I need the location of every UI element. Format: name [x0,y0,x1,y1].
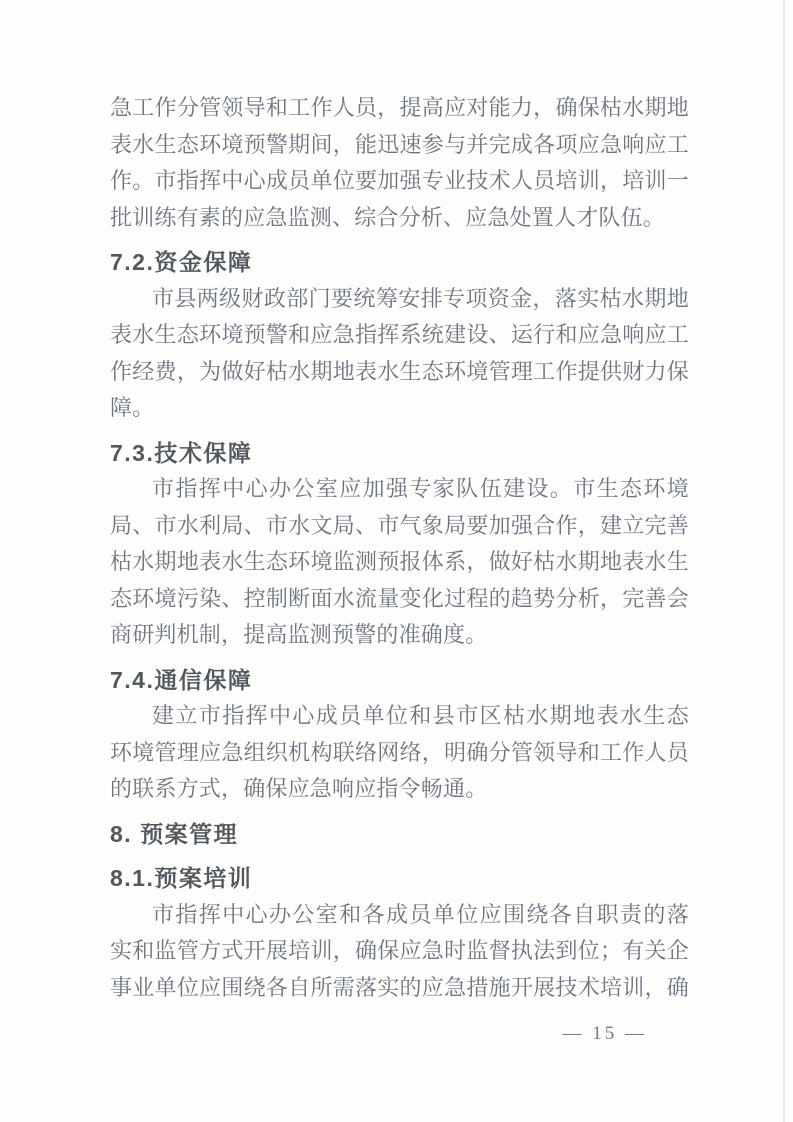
text-line: 实和监管方式开展培训，确保应急时监督执法到位；有关企 [110,938,689,963]
para-technical-guarantee [110,471,689,654]
text-line: 市指挥中心办公室应加强专家队伍建设。市生态环境 [152,476,689,501]
text-line: 障。 [110,395,155,420]
para-emergency-staff-training [110,90,689,236]
heading-8-plan-management: 8. 预案管理 [110,820,239,847]
text-line: 急工作分管领导和工作人员，提高应对能力，确保枯水期地 [110,95,689,120]
text-line: 商研判机制，提高监测预警的准确度。 [110,622,488,647]
text-line: 枯水期地表水生态环境监测预报体系，做好枯水期地表水生 [110,549,689,574]
page-content [110,90,689,1006]
text-line: 环境管理应急组织机构联络网络，明确分管领导和工作人员 [110,739,689,765]
page-number: — 15 — [562,1023,647,1044]
page-footer [563,1022,648,1046]
text-line: 作。市指挥中心成员单位要加强专业技术人员培训，培训一 [110,168,689,193]
text-line: 的联系方式，确保应急响应指令畅通。 [110,776,488,801]
text-line: 事业单位应围绕各自所需落实的应急措施开展技术培训，确 [110,974,689,1000]
text-line: 态环境污染、控制断面水流量变化过程的趋势分析，完善会 [110,585,689,611]
para-plan-training [110,897,689,1007]
scan-edge-artifact [783,0,785,1122]
text-line: 局、市水利局、市水文局、市气象局要加强合作，建立完善 [110,512,689,538]
text-line: 建立市指挥中心成员单位和县市区枯水期地表水生态 [152,703,689,728]
heading-7-3-technical-guarantee: 7.3.技术保障 [110,439,253,466]
text-line: 作经费，为做好枯水期地表水生态环境管理工作提供财力保 [110,358,689,384]
heading-8-1-plan-training: 8.1.预案培训 [110,865,253,891]
para-communication-guarantee [110,698,689,808]
text-line: 市县两级财政部门要统筹安排专项资金，落实枯水期地 [152,285,689,311]
para-funding-guarantee [110,281,689,427]
heading-7-4-communication-guarantee: 7.4.通信保障 [110,666,253,693]
text-line: 市指挥中心办公室和各成员单位应围绕各自职责的落 [152,901,689,927]
heading-7-2-funding-guarantee: 7.2.资金保障 [110,249,253,275]
text-line: 表水生态环境预警和应急指挥系统建设、运行和应急响应工 [110,322,689,347]
text-line: 批训练有素的应急监测、综合分析、应急处置人才队伍。 [110,204,666,230]
text-line: 表水生态环境预警期间，能迅速参与并完成各项应急响应工 [110,131,689,157]
